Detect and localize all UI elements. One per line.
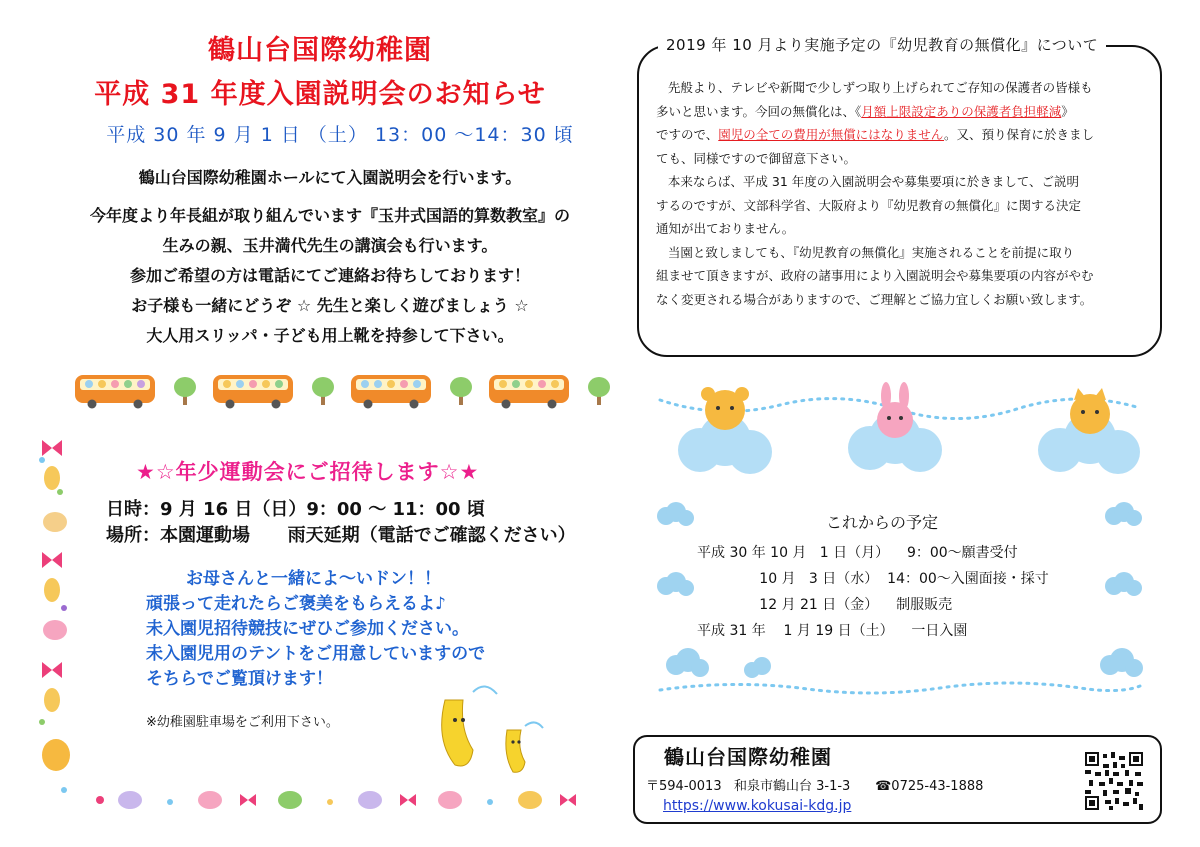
notice-text: するのですが、文部科学省、大阪府より『幼児教育の無償化』に関する決定 [656, 197, 1082, 213]
school-name: 鶴山台国際幼稚園 [664, 745, 832, 769]
notice-body [656, 76, 1144, 311]
notice-text: ですので、 [656, 127, 719, 142]
sports-day-place: 場所：本園運動場 雨天延期（電話でご確認ください） [106, 525, 576, 546]
message-line: 頑張って走れたらご褒美をもらえるよ♪ [146, 594, 446, 614]
notice-title: 2019 年 10 月より実施予定の『幼児教育の無償化』について [658, 34, 1106, 55]
schedule-row: 平成 31 年 1 月 19 日（土） 一日入園 [697, 623, 968, 639]
qr-code-icon[interactable] [1085, 752, 1143, 810]
message-line: お母さんと一緒によ～いドン！！ [186, 569, 441, 589]
intro-line: 鶴山台国際幼稚園ホールにて入園説明会を行います。 [138, 168, 522, 187]
schedule-row: 12 月 21 日（金） 制服販売 [697, 597, 953, 613]
tree-illustration [310, 375, 336, 407]
notice-highlight: 園児の全ての費用が無償にはなりません [718, 127, 945, 142]
banana-character-illustration [425, 680, 545, 780]
intro-line: 今年度より年長組が取り組んでいます『玉井式国語的算数教室』の [89, 206, 570, 225]
bus-illustration [212, 373, 294, 409]
message-line: そちらでご覧頂けます！ [146, 669, 333, 689]
tree-illustration [586, 375, 612, 407]
sports-day-info [106, 497, 576, 549]
notice-text: なく変更される場合がありますので、ご理解とご協力宜しくお願い致します。 [656, 291, 1093, 307]
sports-day-date: 日時：9 月 16 日（日）9：00 ～ 11：00 頃 [106, 499, 485, 520]
notice-text: 組ませて頂きますが、政府の諸事用により入園説明会や募集要項の内容がやむ [656, 268, 1094, 283]
notice-text: 当園と致しましても、『幼児教育の無償化』実施されることを前提に取り [667, 244, 1075, 260]
bus-illustration [350, 373, 432, 409]
intro-line: 大人用スリッパ・子ども用上靴を持参して下さい。 [146, 326, 514, 345]
notice-text: 通知が出ておりません。 [656, 221, 795, 236]
tree-illustration [172, 375, 198, 407]
notice-text: 先般より、テレビや新聞で少しずつ取り上げられてご存知の保護者の皆様も [667, 80, 1093, 95]
school-website-link[interactable]: https://www.kokusai-kdg.jp [663, 798, 852, 814]
schedule-row: 10 月 3 日（水） 14：00～入園面接・採寸 [697, 571, 1049, 587]
message-line: 未入園児招待競技にぜひご参加ください。 [146, 619, 469, 639]
intro-line: 参加ご希望の方は電話にてご連絡お待ちしております！ [129, 266, 530, 285]
notice-text: 。又、預り保育に於きまし [944, 127, 1095, 142]
intro-line: 生みの親、玉井満代先生の講演会も行います。 [162, 236, 498, 255]
tree-illustration [448, 375, 474, 407]
bus-illustration [488, 373, 570, 409]
briefing-intro [0, 163, 660, 351]
schedule-row: 平成 30 年 10 月 1 日（月） 9：00～願書受付 [697, 545, 1018, 561]
notice-text: ても、同様ですので御留意下さい。 [656, 150, 857, 166]
notice-text: 》 [1061, 103, 1074, 119]
message-line: 未入園児用のテントをご用意していますので [146, 644, 486, 664]
notice-text: 多いと思います。今回の無償化は、《 [656, 103, 862, 119]
parking-note: ※幼稚園駐車場をご利用下さい。 [146, 715, 339, 730]
intro-line: お子様も一緒にどうぞ ☆ 先生と楽しく遊びましょう ☆ [131, 296, 529, 315]
schedule-title: これからの予定 [826, 513, 939, 532]
sports-day-message [146, 567, 485, 692]
notice-highlight: 月額上限設定ありの保護者負担軽減 [861, 103, 1062, 119]
briefing-datetime: 平成 30 年 9 月 1 日 （土） 13：00 ～14：30 頃 [106, 124, 574, 146]
briefing-title-event: 平成 31 年度入園説明会のお知らせ [94, 79, 546, 110]
briefing-title-school: 鶴山台国際幼稚園 [208, 35, 432, 66]
bus-illustration [74, 373, 156, 409]
ribbon-border-left [30, 430, 90, 830]
sports-day-title: ★☆年少運動会にご招待します☆★ [136, 460, 480, 484]
notice-text: 本来ならば、平成 31 年度の入園説明会や募集要項に於きまして、ご説明 [667, 174, 1080, 189]
school-address-phone: 〒594-0013 和泉市鶴山台 3-1-3 ☎0725-43-1888 [646, 779, 984, 794]
ribbon-border-bottom [90, 780, 610, 820]
